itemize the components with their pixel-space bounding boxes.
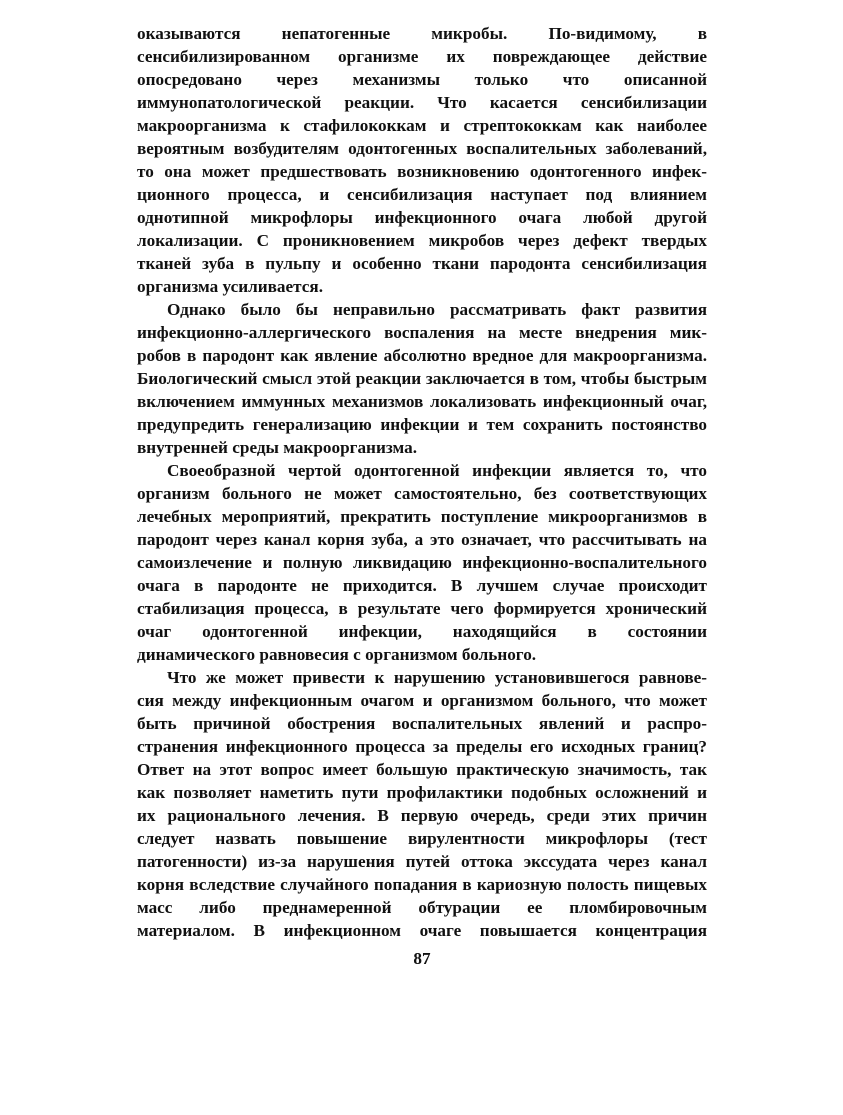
text-line: материалом. В инфекционном очаге повышается концентрация (137, 921, 707, 940)
text-line: быть причиной обострения воспалительных явлений и распро- (137, 714, 707, 733)
page-number: 87 (413, 949, 431, 968)
text-line: патогенности) из-за нарушения путей оттока экссудата через канал (137, 852, 707, 871)
text-line: робов в пародонт как явление абсолютно вредное для макроорганизма. (137, 346, 707, 365)
text-line: внутренней среды макроорганизма. (137, 438, 417, 457)
text-line: иммунопатологической реакции. Что касается сенсибилизации (137, 93, 707, 112)
book-page (137, 22, 707, 968)
text-line: очага в пародонте не приходится. В лучшем случае происходит (137, 576, 707, 595)
text-line: корня вследствие случайного попадания в кариозную полость пищевых (137, 875, 707, 894)
text-line: инфекционно-аллергического воспаления на месте внедрения мик- (137, 323, 707, 342)
text-line: оказываются непатогенные микробы. По-видимому, в (137, 24, 707, 43)
text-line: странения инфекционного процесса за пределы его исходных границ? (137, 737, 707, 756)
text-line: организм больного не может самостоятельно, без соответствующих (137, 484, 707, 503)
text-line: ционного процесса, и сенсибилизация наступает под влиянием (137, 185, 707, 204)
text-line: Своеобразной чертой одонтогенной инфекции является то, что (167, 461, 707, 480)
text-line: опосредовано через механизмы только что описанной (137, 70, 707, 89)
text-line: стабилизация процесса, в результате чего формируется хронический (137, 599, 707, 618)
text-line: Что же может привести к нарушению установившегося равнове- (167, 668, 707, 687)
text-line: масс либо преднамеренной обтурации ее пломбировочным (137, 898, 707, 917)
text-line: сенсибилизированном организме их повреждающее действие (137, 47, 707, 66)
paragraph-1 (137, 22, 707, 298)
text-line: как позволяет наметить пути профилактики подобных осложнений и (137, 783, 707, 802)
paragraph-3 (137, 459, 707, 666)
text-line: динамического равновесия с организмом больного. (137, 645, 537, 664)
text-line: включением иммунных механизмов локализовать инфекционный очаг, (137, 392, 707, 411)
text-line: организма усиливается. (137, 277, 324, 296)
paragraph-4 (137, 666, 707, 942)
text-line: пародонт через канал корня зуба, а это означает, что рассчитывать на (137, 530, 707, 549)
text-line: локализации. С проникновением микробов через дефект твердых (137, 231, 707, 250)
text-line: сия между инфекционным очагом и организмом больного, что может (137, 691, 707, 710)
text-line: вероятным возбудителям одонтогенных воспалительных заболеваний, (137, 139, 707, 158)
text-line: следует назвать повышение вирулентности микрофлоры (тест (137, 829, 707, 848)
text-line: очаг одонтогенной инфекции, находящийся в состоянии (137, 622, 707, 641)
text-line: лечебных мероприятий, прекратить поступление микроорганизмов в (137, 507, 707, 526)
text-line: самоизлечение и полную ликвидацию инфекционно-воспалительного (137, 553, 707, 572)
text-line: Биологический смысл этой реакции заключается в том, чтобы быстрым (137, 369, 707, 388)
paragraph-2 (137, 298, 707, 459)
text-line: однотипной микрофлоры инфекционного очага любой другой (137, 208, 707, 227)
text-line: их рационального лечения. В первую очередь, среди этих причин (137, 806, 707, 825)
text-line: тканей зуба в пульпу и особенно ткани пародонта сенсибилизация (137, 254, 707, 273)
text-line: макроорганизма к стафилококкам и стрептококкам как наиболее (137, 116, 707, 135)
text-line: Однако было бы неправильно рассматривать факт развития (167, 300, 707, 319)
text-line: то она может предшествовать возникновению одонтогенного инфек- (137, 162, 707, 181)
text-line: предупредить генерализацию инфекции и тем сохранить постоянство (137, 415, 707, 434)
text-line: Ответ на этот вопрос имеет большую практическую значимость, так (137, 760, 707, 779)
